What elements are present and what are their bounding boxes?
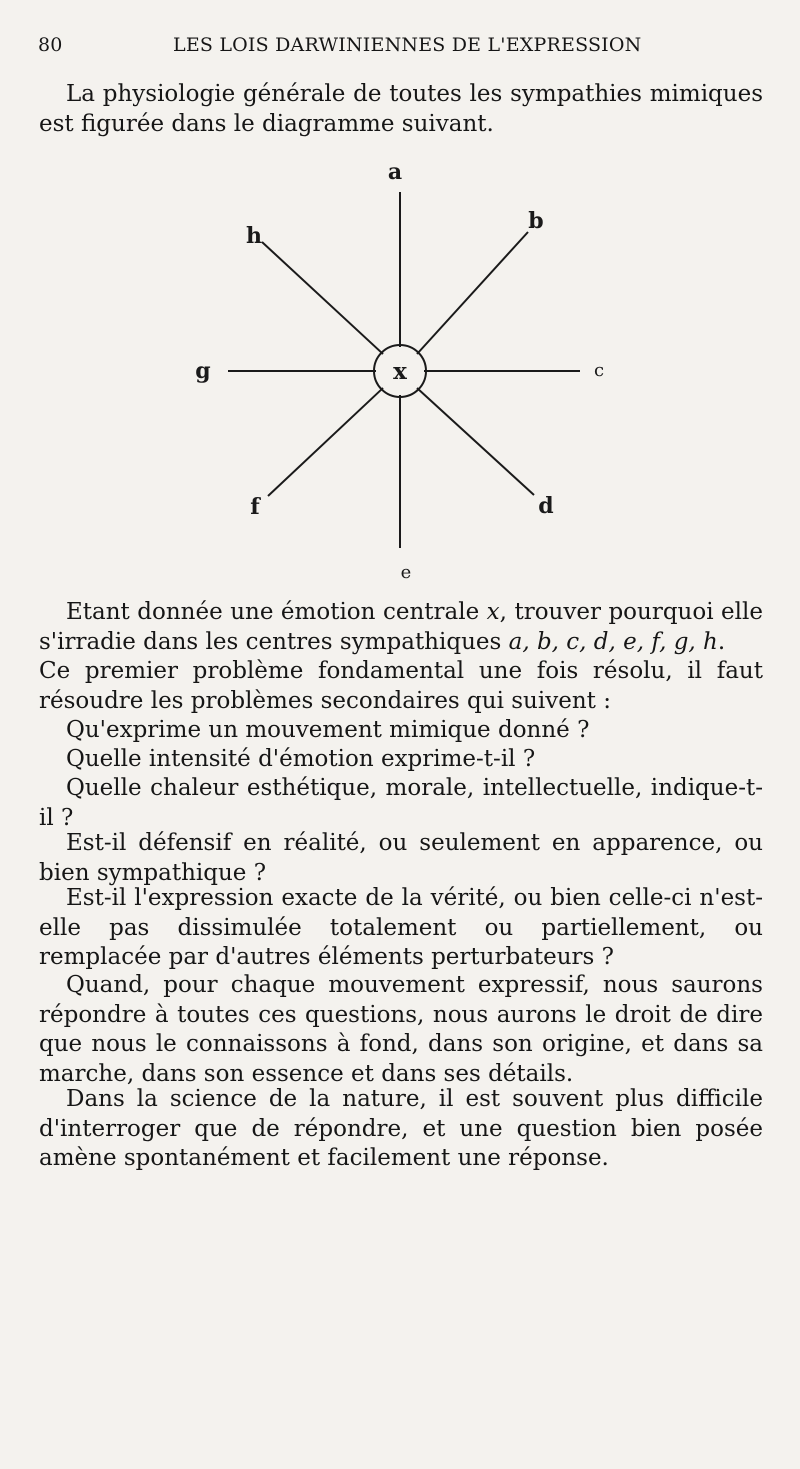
p1-centres-list: a, b, c, d, e, f, g, h xyxy=(508,628,718,655)
paragraph-conclusion: Quand, pour chaque mouvement expressif, nous saurons répondre à toutes ces questions, nous aurons le droit de dire que nous le connaissons à fond, dans son origine, et dans sa marche, dans son essence et dans ses détails. xyxy=(39,972,763,1087)
ray-d xyxy=(417,388,534,495)
label-g: g xyxy=(195,358,211,384)
question-3: Quelle chaleur esthétique, morale, intellectuelle, indique-t-il ? xyxy=(39,775,763,831)
question-2: Quelle intensité d'émotion exprime-t-il ? xyxy=(66,746,536,772)
label-c: c xyxy=(593,360,605,381)
label-h: h xyxy=(246,223,262,249)
label-f: f xyxy=(250,494,260,520)
ray-h xyxy=(262,242,383,354)
ray-f xyxy=(268,388,383,496)
p1-text-mid: , trouver pourquoi elle s'irradie dans les centres sympathiques xyxy=(39,599,763,655)
question-1: Qu'exprime un mouvement mimique donné ? xyxy=(66,717,590,743)
page-header xyxy=(38,34,758,62)
label-a: a xyxy=(387,159,403,185)
intro-paragraph: La physiologie générale de toutes les sympathies mimiques est figurée dans le diagramme suivant. xyxy=(39,81,763,137)
label-b: b xyxy=(528,208,544,234)
paragraph-secondary-problems: Ce premier problème fondamental une fois résolu, il faut résoudre les problèmes secondaires qui suivent : xyxy=(39,658,763,714)
p1-text-start: Etant donnée une émotion centrale xyxy=(66,599,487,625)
label-d: d xyxy=(538,493,554,519)
paragraph-science: Dans la science de la nature, il est souvent plus difficile d'interroger que de répondre, et une question bien posée amène spontanément et facilement une réponse. xyxy=(39,1086,763,1172)
ray-b xyxy=(417,232,528,354)
center-label: x xyxy=(393,358,407,385)
question-4: Est-il défensif en réalité, ou seulement en apparence, ou bien sympathique ? xyxy=(39,830,763,886)
p1-text-end: . xyxy=(717,628,726,655)
paragraph-problem xyxy=(39,598,763,657)
sympathy-diagram xyxy=(0,150,800,590)
label-e: e xyxy=(400,562,412,583)
question-5: Est-il l'expression exacte de la vérité, ou bien celle-ci n'est-elle pas dissimulée totalement ou partiellement, ou remplacée par d'autres éléments perturbateurs ? xyxy=(39,885,763,971)
p1-variable-x: x xyxy=(486,599,500,625)
page-number: 80 xyxy=(38,34,63,56)
running-title: LES LOIS DARWINIENNES DE L'EXPRESSION xyxy=(173,34,642,56)
